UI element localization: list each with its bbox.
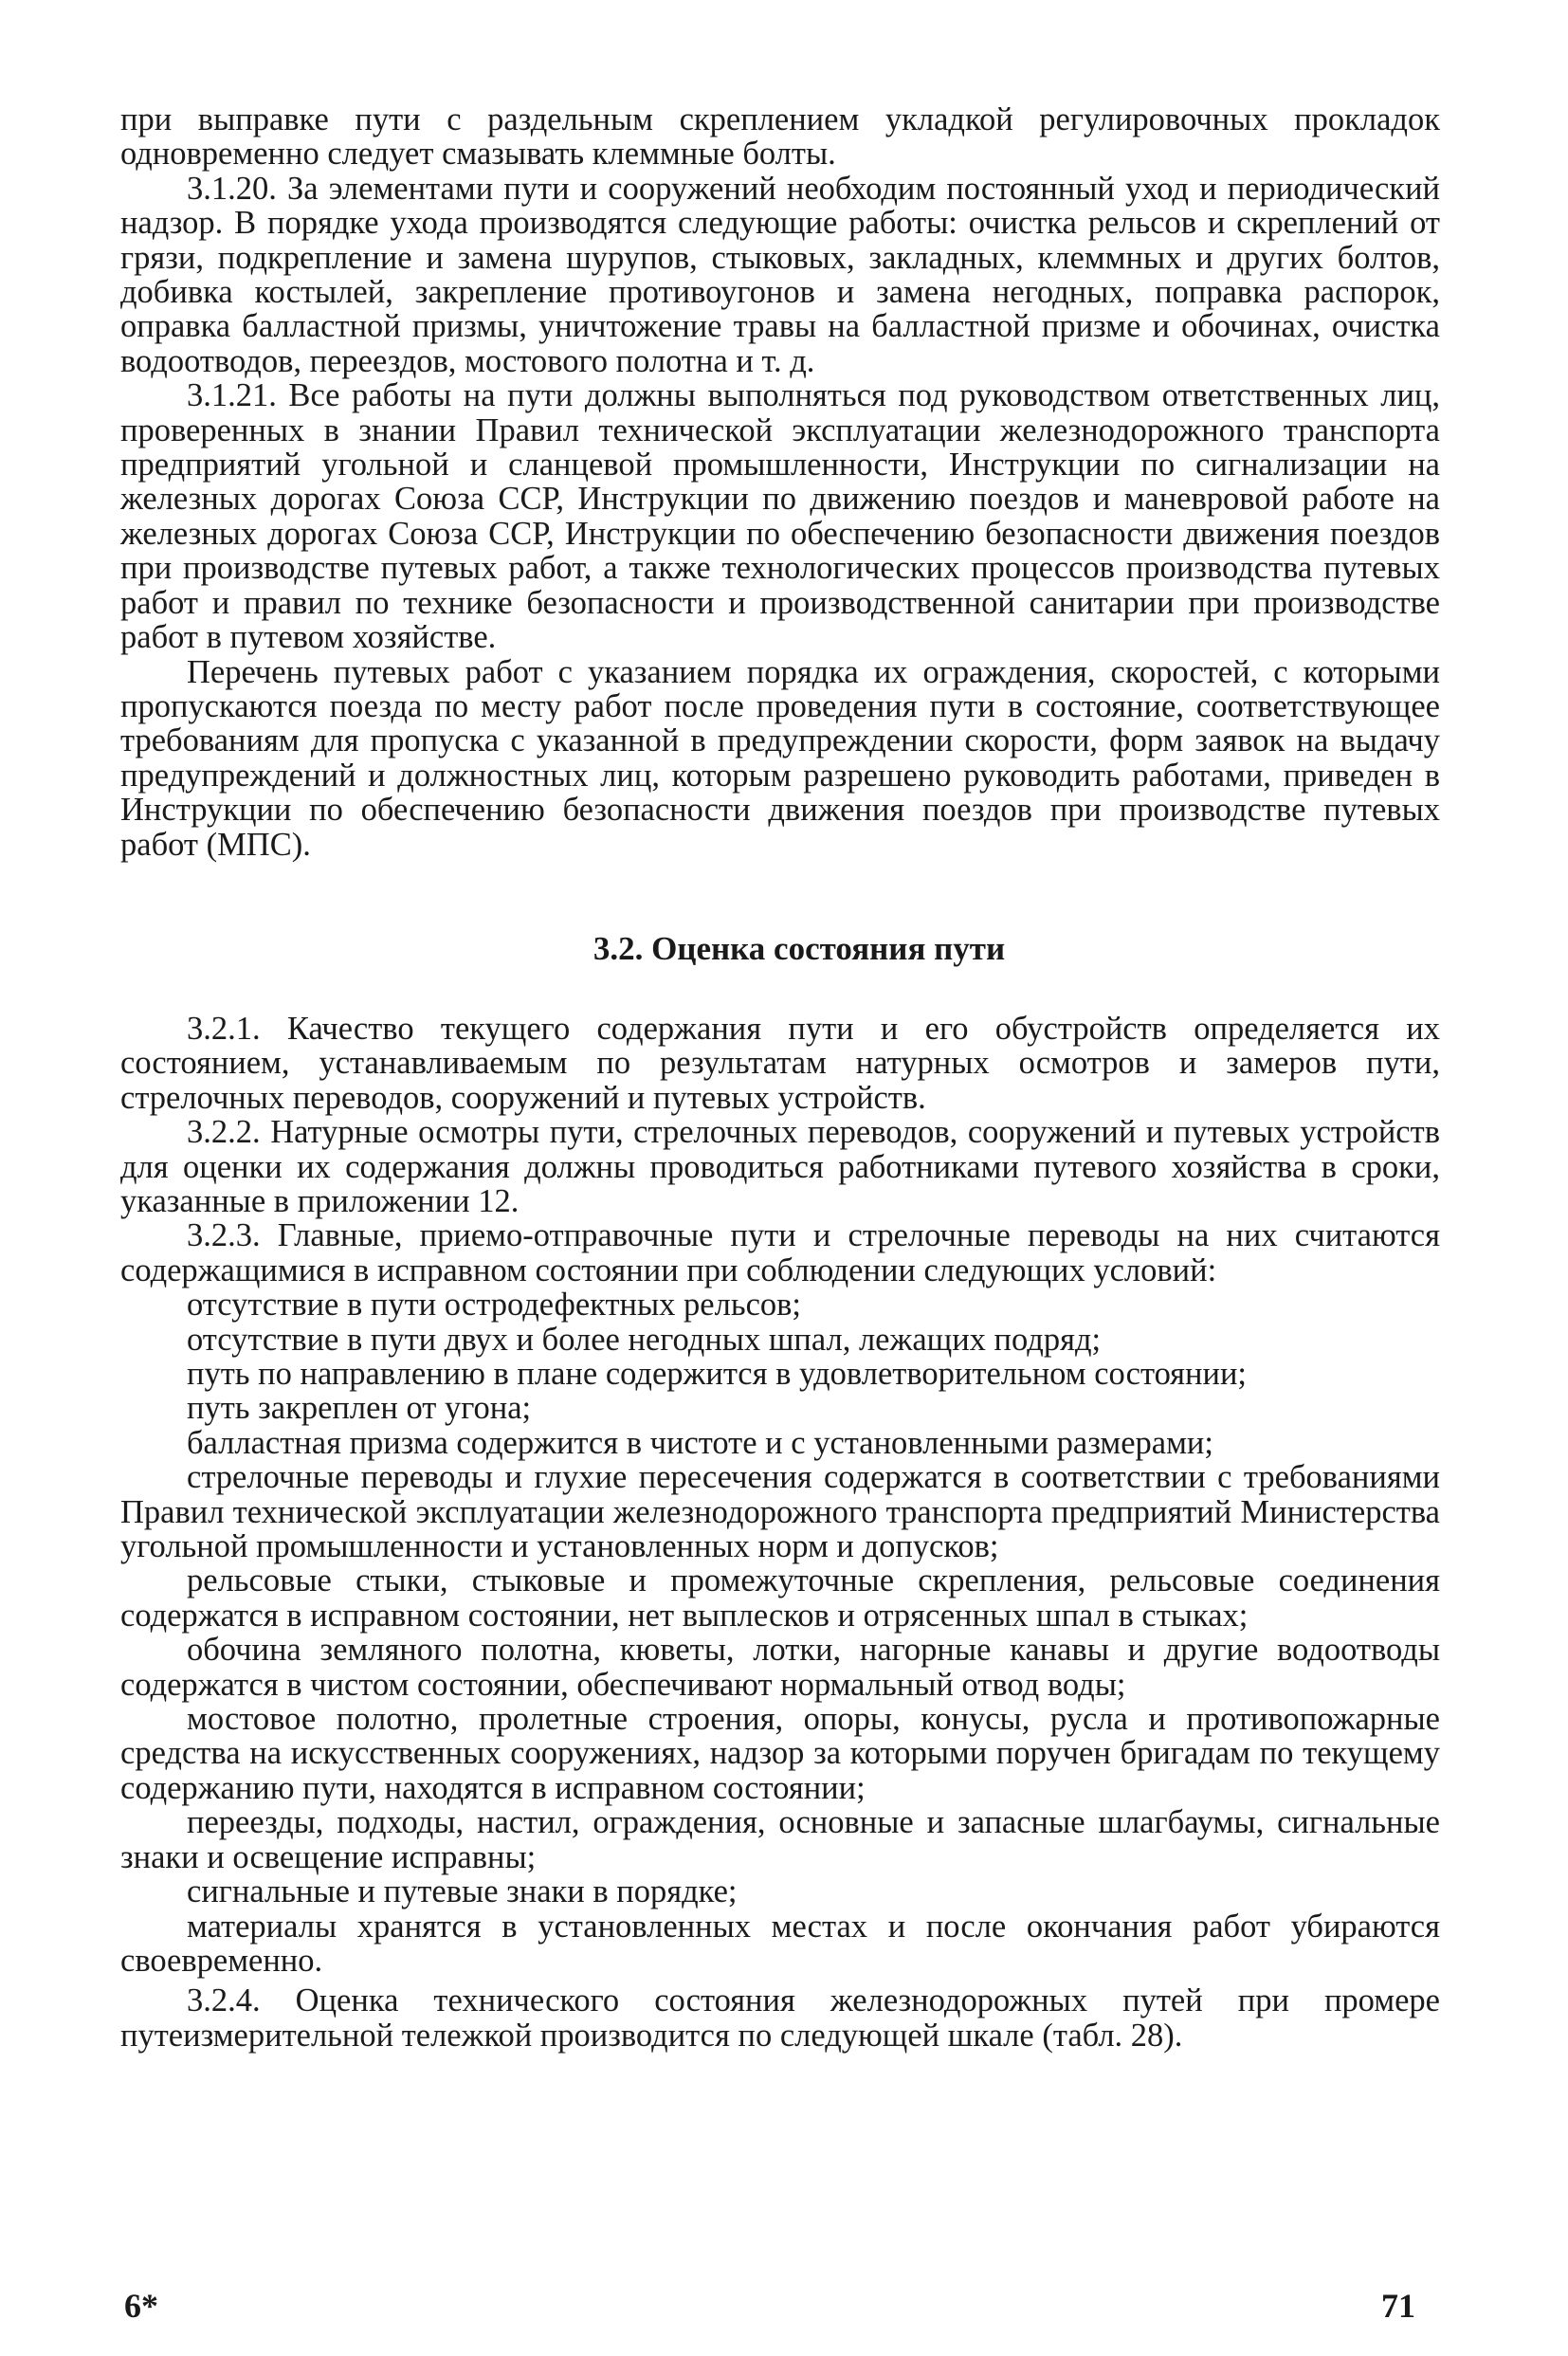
signature-mark: 6* [124, 2287, 158, 2325]
paragraph-3-2-3: 3.2.3. Главные, приемо-отправочные пути и стрелочные переводы на них считаются содержащимися в исправном состоянии при соблюдении следующих условий: [120, 1217, 1440, 1288]
condition-item: обочина земляного полотна, кюветы, лотки, нагорные канавы и другие водоотводы содержатся в чистом состоянии, обеспечивают нормальный отвод воды; [120, 1632, 1440, 1703]
paragraph-3-1-21: 3.1.21. Все работы на пути должны выполняться под руководством ответственных лиц, проверенных в знании Правил технической эксплуатации железнодорожного транспорта предприятий угольной и сланцевой промышленности, Инструкции по сигнализации на железных дорогах Союза ССР, Инструкции по движению поездов и маневровой работе на железных дорогах Союза ССР, Инструкции по обеспечению безопасности движения поездов при производстве путевых работ, а также технологических процессов производства путевых работ и правил по технике безопасности и производственной санитарии при производстве работ в путевом хозяйстве. [120, 377, 1440, 656]
paragraph-continuation: при выправке пути с раздельным скреплением укладкой регулировочных прокладок одновременно следует смазывать клеммные болты. [120, 101, 1440, 173]
paragraph-3-2-4: 3.2.4. Оценка технического состояния железнодорожных путей при промере путеизмерительной тележкой производится по следующей шкале (табл. 28). [120, 1982, 1440, 2054]
condition-item: отсутствие в пути остродефектных рельсов; [187, 1287, 802, 1324]
section-heading: 3.2. Оценка состояния пути [593, 929, 1006, 967]
condition-item: переезды, подходы, настил, ограждения, основные и запасные шлагбаумы, сигнальные знаки и освещение исправны; [120, 1804, 1440, 1875]
condition-item: путь закреплен от угона; [187, 1390, 532, 1427]
paragraph-3-2-1: 3.2.1. Качество текущего содержания пути и его обустройств определяется их состоянием, устанавливаемым по результатам натурных осмотров и замеров пути, стрелочных переводов, сооружений и путевых устройств. [120, 1010, 1440, 1116]
condition-item: отсутствие в пути двух и более негодных шпал, лежащих подряд; [187, 1321, 1102, 1358]
condition-item: мостовое полотно, пролетные строения, опоры, конусы, русла и противопожарные средства на искусственных сооружениях, надзор за которыми поручен бригадам по текущему содержанию пути, находятся в исправном состоянии; [120, 1701, 1440, 1806]
page-number: 71 [1381, 2287, 1415, 2325]
condition-item: балластная призма содержится в чистоте и с установленными размерами; [187, 1424, 1213, 1461]
paragraph-3-1-20: 3.1.20. За элементами пути и сооружений необходим постоянный уход и периодический надзор. В порядке ухода производятся следующие работы: очистка рельсов и скреплений от грязи, подкрепление и замена шурупов, стыковых, закладных, клеммных и других болтов, добивка костылей, закрепление противоугонов и замена негодных, поправка распорок, оправка балластной призмы, уничтожение травы на балластной призме и обочинах, очистка водоотводов, переездов, мостового полотна и т. д. [120, 170, 1440, 379]
paragraph-track-works-list: Перечень путевых работ с указанием порядка их ограждения, скоростей, с которыми пропускаются поезда по месту работ после проведения пути в состояние, соответствующее требованиям для пропуска с указанной в предупреждении скорости, форм заявок на выдачу предупреждений и должностных лиц, которым разрешено руководить работами, приведен в Инструкции по обеспечению безопасности движения поездов при производстве путевых работ (МПС). [120, 653, 1440, 863]
condition-item: путь по направлению в плане содержится в удовлетворительном состоянии; [187, 1356, 1248, 1392]
condition-item: сигнальные и путевые знаки в порядке; [187, 1873, 738, 1910]
condition-item: материалы хранятся в установленных местах и после окончания работ убираются своевременно. [120, 1908, 1440, 1979]
condition-item: рельсовые стыки, стыковые и промежуточные скрепления, рельсовые соединения содержатся в исправном состоянии, нет выплесков и отрясенных шпал в стыках; [120, 1562, 1440, 1634]
paragraph-3-2-2: 3.2.2. Натурные осмотры пути, стрелочных переводов, сооружений и путевых устройств для оценки их содержания должны проводиться работниками путевого хозяйства в сроки, указанные в приложении 12. [120, 1114, 1440, 1219]
page-body [120, 102, 1440, 2053]
condition-item: стрелочные переводы и глухие пересечения содержатся в соответствии с требованиями Правил технической эксплуатации железнодорожного транспорта предприятий Министерства угольной промышленности и установленных норм и допусков; [120, 1459, 1440, 1565]
